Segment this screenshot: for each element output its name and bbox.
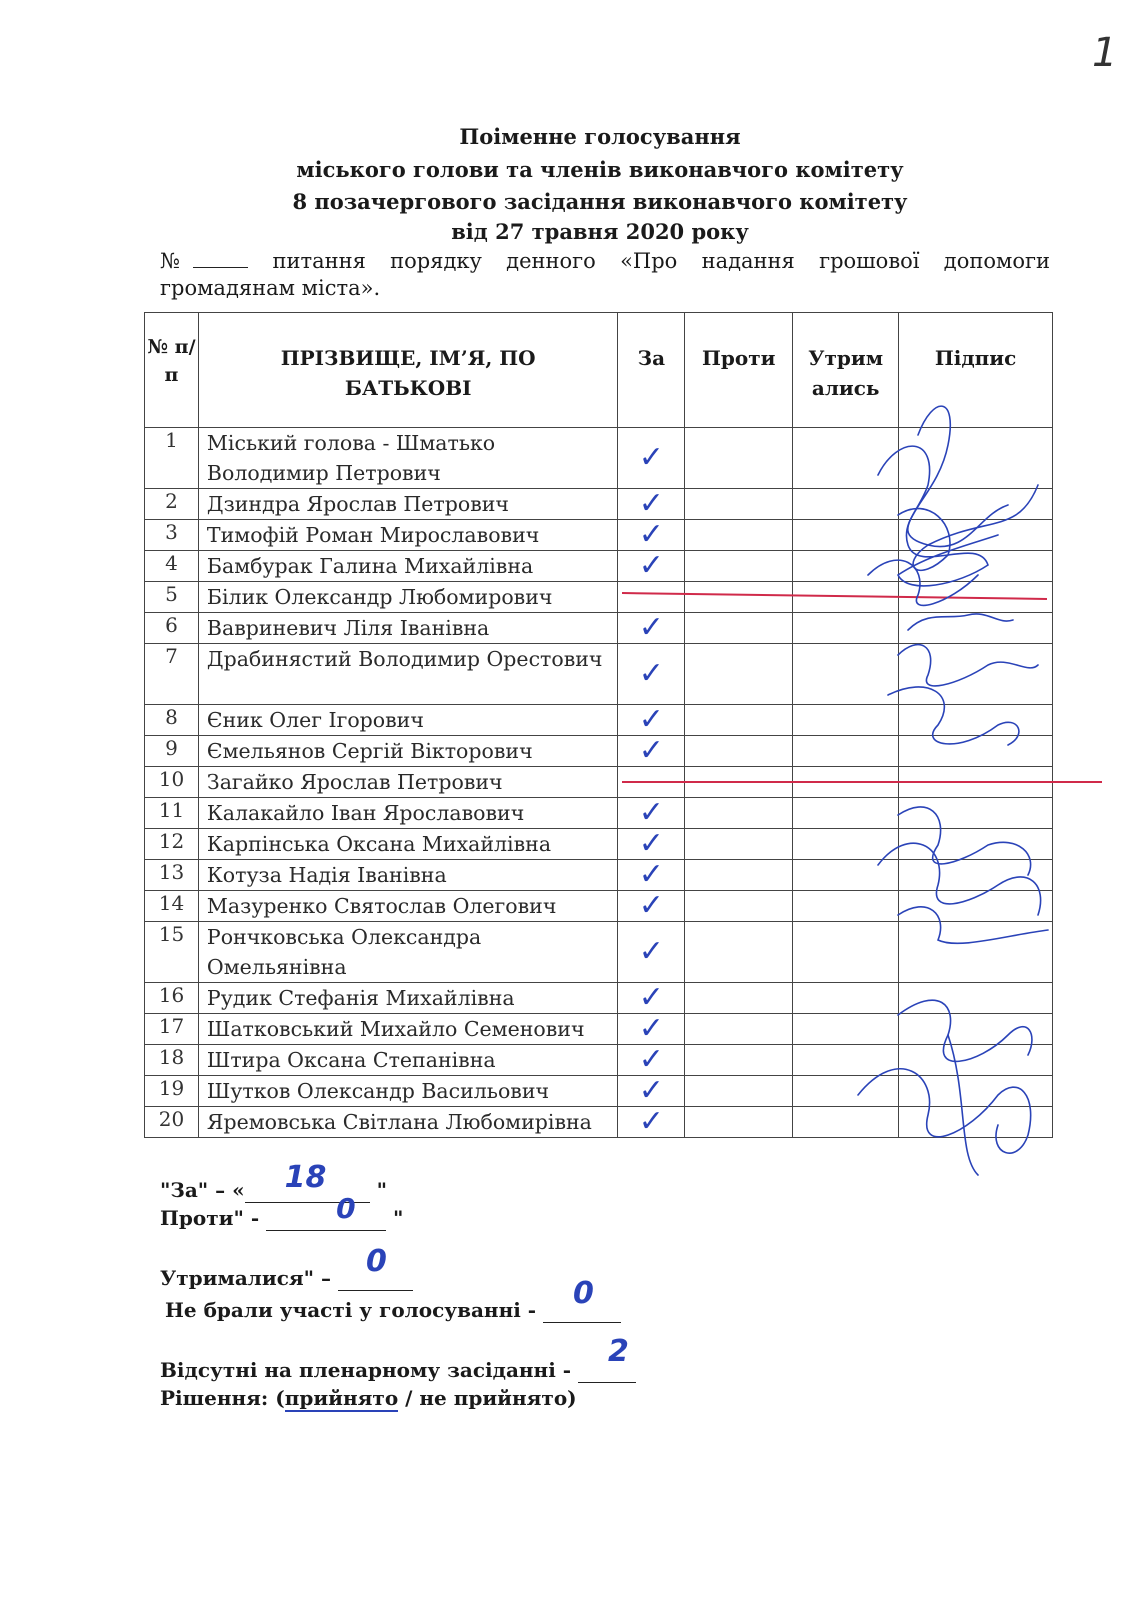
vote-against xyxy=(685,829,793,860)
member-name: Загайко Ярослав Петрович xyxy=(198,767,618,798)
vote-for-check: ✓ xyxy=(618,428,685,489)
member-name: Тимофій Роман Мирославович xyxy=(198,520,618,551)
vote-for-check: ✓ xyxy=(618,1076,685,1107)
vote-against xyxy=(685,736,793,767)
header-name: ПРІЗВИЩЕ, ІМ’Я, ПО БАТЬКОВІ xyxy=(198,313,618,428)
vote-for-check: ✓ xyxy=(618,644,685,705)
decision-accepted: прийнято xyxy=(284,1386,399,1410)
agenda-word: порядку xyxy=(390,249,482,273)
vote-for-check: ✓ xyxy=(618,983,685,1014)
vote-against xyxy=(685,1045,793,1076)
member-name: Бамбурак Галина Михайлівна xyxy=(198,551,618,582)
result-absent xyxy=(160,1334,636,1383)
vote-against xyxy=(685,891,793,922)
row-number: 6 xyxy=(145,613,199,644)
vote-for-check: ✓ xyxy=(618,829,685,860)
row-number: 20 xyxy=(145,1107,199,1138)
row-number: 19 xyxy=(145,1076,199,1107)
row-number: 12 xyxy=(145,829,199,860)
row-number: 9 xyxy=(145,736,199,767)
result-absent-value: 2 xyxy=(608,1334,629,1369)
row-number: 10 xyxy=(145,767,199,798)
member-name: Карпінська Оксана Михайлівна xyxy=(198,829,618,860)
result-not-voted-label: Не брали участі у голосуванні - xyxy=(165,1298,544,1322)
vote-against xyxy=(685,520,793,551)
row-number: 13 xyxy=(145,860,199,891)
decision-label: Рішення: ( xyxy=(160,1386,285,1410)
num-sign: № xyxy=(160,249,180,273)
vote-against xyxy=(685,582,793,613)
decision-rejected: не прийнято xyxy=(419,1386,568,1410)
row-number: 5 xyxy=(145,582,199,613)
result-against-value: 0 xyxy=(336,1192,356,1225)
vote-against xyxy=(685,1014,793,1045)
header-num: № п/п xyxy=(145,313,199,428)
vote-against xyxy=(685,798,793,829)
header-for: За xyxy=(618,313,685,428)
row-number: 17 xyxy=(145,1014,199,1045)
agenda-word: «Про xyxy=(620,249,678,273)
result-absent-label: Відсутні на пленарному засіданні - xyxy=(160,1358,579,1382)
member-name: Ємельянов Сергій Вікторович xyxy=(198,736,618,767)
vote-against xyxy=(685,1107,793,1138)
member-name: Котуза Надія Іванівна xyxy=(198,860,618,891)
row-number: 4 xyxy=(145,551,199,582)
header-abstained: Утрим ались xyxy=(793,313,899,428)
member-name: Калакайло Іван Ярославович xyxy=(198,798,618,829)
result-decision xyxy=(160,1386,577,1410)
member-name: Драбинястий Володимир Орестович xyxy=(198,644,618,705)
vote-for-check: ✓ xyxy=(618,891,685,922)
decision-end: ) xyxy=(567,1386,577,1410)
title-line-4: від 27 травня 2020 року xyxy=(451,219,749,244)
result-against xyxy=(160,1192,404,1231)
member-name: Шутков Олександр Васильович xyxy=(198,1076,618,1107)
vote-against xyxy=(685,983,793,1014)
row-number: 14 xyxy=(145,891,199,922)
vote-for-check: ✓ xyxy=(618,613,685,644)
result-abstained-label: Утрималися" – xyxy=(160,1266,339,1290)
member-name: Рудик Стефанія Михайлівна xyxy=(198,983,618,1014)
title-line-1: Поіменне голосування xyxy=(459,124,741,149)
member-name: Дзиндра Ярослав Петрович xyxy=(198,489,618,520)
header-against: Проти xyxy=(685,313,793,428)
vote-against xyxy=(685,613,793,644)
result-for-end: " xyxy=(369,1178,388,1202)
vote-against xyxy=(685,428,793,489)
result-abstained xyxy=(160,1244,413,1291)
result-against-end: " xyxy=(386,1206,404,1230)
row-number: 2 xyxy=(145,489,199,520)
row-number: 7 xyxy=(145,644,199,705)
item-number-blank xyxy=(193,249,248,268)
result-not-voted-value: 0 xyxy=(573,1276,594,1311)
vote-for-check: ✓ xyxy=(618,1045,685,1076)
member-name: Штира Оксана Степанівна xyxy=(198,1045,618,1076)
vote-for-check: ✓ xyxy=(618,798,685,829)
title-line-3: 8 позачергового засідання виконавчого комітету xyxy=(292,189,908,214)
member-name: Мазуренко Святослав Олегович xyxy=(198,891,618,922)
row-number: 15 xyxy=(145,922,199,983)
agenda-word: допомоги xyxy=(943,249,1050,273)
row-number: 8 xyxy=(145,705,199,736)
vote-for-check: ✓ xyxy=(618,922,685,983)
signatures-scribble xyxy=(838,395,1068,1195)
vote-for-check xyxy=(618,582,685,613)
vote-against xyxy=(685,860,793,891)
vote-against xyxy=(685,705,793,736)
member-name: Шатковський Михайло Семенович xyxy=(198,1014,618,1045)
decision-sep: / xyxy=(398,1386,420,1410)
result-for-label: "За" – « xyxy=(160,1178,245,1202)
vote-against xyxy=(685,551,793,582)
vote-against xyxy=(685,644,793,705)
page-number: 1 xyxy=(1092,30,1118,76)
result-for-value: 18 xyxy=(284,1160,327,1195)
vote-for-check: ✓ xyxy=(618,551,685,582)
vote-for-check: ✓ xyxy=(618,736,685,767)
agenda-item xyxy=(160,248,1050,302)
row-number: 18 xyxy=(145,1045,199,1076)
agenda-word: питання xyxy=(272,249,366,273)
agenda-word: грошової xyxy=(819,249,920,273)
row-number: 1 xyxy=(145,428,199,489)
vote-against xyxy=(685,489,793,520)
vote-for-check: ✓ xyxy=(618,520,685,551)
title-line-2: міського голови та членів виконавчого комітету xyxy=(296,157,904,182)
vote-for-check: ✓ xyxy=(618,705,685,736)
member-name: Вавриневич Ліля Іванівна xyxy=(198,613,618,644)
vote-against xyxy=(685,1076,793,1107)
member-name: Білик Олександр Любомирович xyxy=(198,582,618,613)
agenda-word: денного xyxy=(506,249,596,273)
vote-for-check: ✓ xyxy=(618,1014,685,1045)
vote-for-check: ✓ xyxy=(618,1107,685,1138)
member-name: Єник Олег Ігорович xyxy=(198,705,618,736)
row-number: 16 xyxy=(145,983,199,1014)
result-against-label: Проти" - xyxy=(160,1206,267,1230)
member-name: Рончковська Олександра Омельянівна xyxy=(198,922,618,983)
member-name: Яремовська Світлана Любомирівна xyxy=(198,1107,618,1138)
vote-against xyxy=(685,922,793,983)
agenda-word: надання xyxy=(701,249,795,273)
vote-for-check: ✓ xyxy=(618,489,685,520)
result-abstained-value: 0 xyxy=(366,1244,387,1279)
agenda-line-2: громадянам міста». xyxy=(160,276,381,300)
header-signature: Підпис xyxy=(899,313,1053,428)
row-number: 11 xyxy=(145,798,199,829)
member-name: Міський голова - Шматько Володимир Петрович xyxy=(198,428,618,489)
row-number: 3 xyxy=(145,520,199,551)
vote-for-check: ✓ xyxy=(618,860,685,891)
